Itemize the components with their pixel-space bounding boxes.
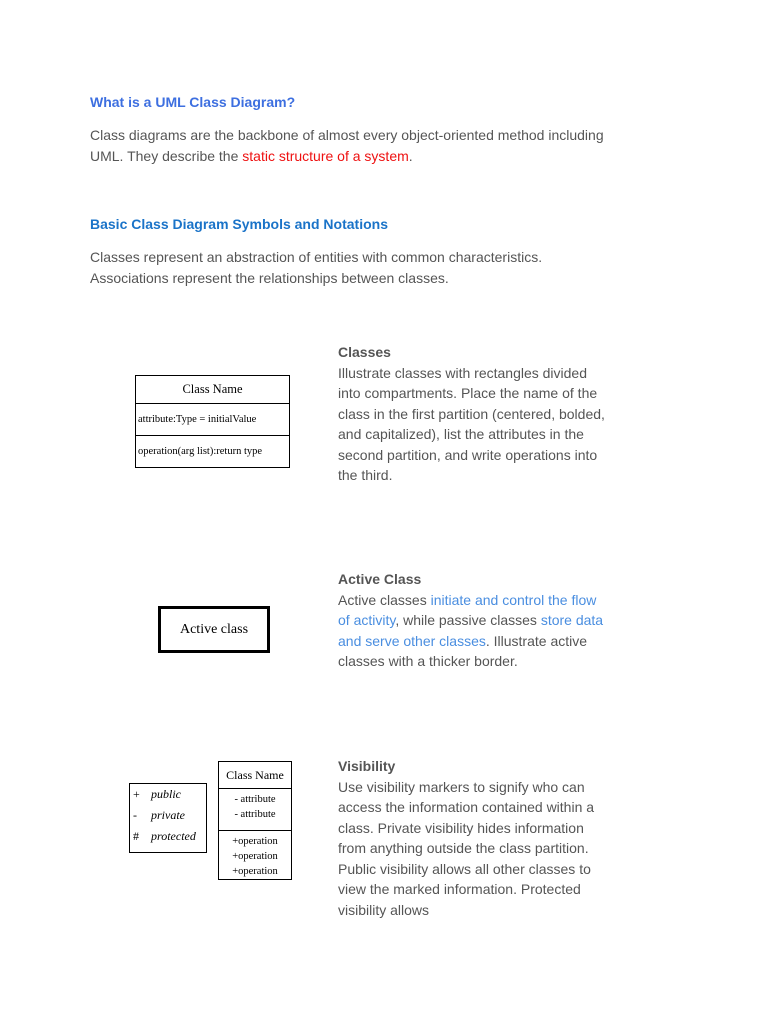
intro-highlight: static structure of a system bbox=[242, 148, 409, 164]
visibility-attribute: - attribute bbox=[234, 809, 276, 820]
legend-word: protected bbox=[151, 829, 196, 843]
heading-what-is-uml: What is a UML Class Diagram? bbox=[90, 94, 296, 110]
legend-symbol: # bbox=[133, 829, 139, 843]
visibility-operations bbox=[219, 831, 291, 879]
intro-paragraph bbox=[90, 125, 610, 167]
active-text-1: Active classes bbox=[338, 591, 431, 608]
legend-word: private bbox=[151, 808, 185, 822]
active-class-section bbox=[338, 569, 608, 672]
visibility-operation: +operation bbox=[232, 836, 278, 847]
legend-row-protected bbox=[130, 826, 206, 847]
heading-basic-symbols: Basic Class Diagram Symbols and Notations bbox=[90, 216, 388, 232]
classes-text: Illustrate classes with rectangles divided into compartments. Place the name of the class in the first partition (centered, bolded, and capitalized), list the attributes in the second partition, and write operations into the third. bbox=[338, 364, 605, 483]
visibility-text: Use visibility markers to signify who can access the information contained within a class. Private visibility hides information from anything outside the class partition. Public visibility allows all other classes to view the marked information. Protected visibility allows bbox=[338, 778, 595, 918]
basics-paragraph: Classes represent an abstraction of entities with common characteristics. Associations represent the relationships between classes. bbox=[90, 249, 543, 286]
visibility-legend bbox=[129, 783, 207, 853]
active-link-store[interactable]: store data and serve other classes bbox=[338, 612, 604, 649]
visibility-class-diagram bbox=[218, 761, 292, 880]
class-name-compartment: Class Name bbox=[182, 382, 243, 396]
intro-text-end: . bbox=[408, 148, 413, 164]
active-text-2: , while passive classes bbox=[395, 612, 541, 628]
class-diagram bbox=[135, 375, 290, 468]
visibility-attribute: - attribute bbox=[234, 794, 276, 805]
legend-symbol: + bbox=[133, 787, 140, 801]
legend-symbol: - bbox=[133, 808, 137, 822]
intro-text: Class diagrams are the backbone of almost every object-oriented method including UML. They describe the bbox=[90, 127, 604, 164]
active-class-diagram: Active class bbox=[158, 606, 270, 653]
legend-row-public bbox=[130, 784, 206, 805]
visibility-operation: +operation bbox=[232, 866, 278, 877]
class-attribute-compartment: attribute:Type = initialValue bbox=[136, 403, 289, 435]
visibility-section bbox=[338, 756, 608, 920]
visibility-operation: +operation bbox=[232, 851, 278, 862]
visibility-title: Visibility bbox=[338, 758, 396, 774]
active-class-title: Active Class bbox=[338, 571, 422, 587]
visibility-attributes bbox=[219, 789, 291, 831]
active-text-3: . Illustrate active classes with a thicker border. bbox=[338, 632, 588, 669]
active-link-initiate[interactable]: initiate and control the flow of activity bbox=[338, 591, 597, 628]
classes-section bbox=[338, 342, 608, 486]
class-operation-compartment: operation(arg list):return type bbox=[136, 435, 289, 467]
visibility-class-name: Class Name bbox=[219, 762, 291, 789]
legend-word: public bbox=[151, 787, 181, 801]
classes-title: Classes bbox=[338, 344, 391, 360]
legend-row-private bbox=[130, 805, 206, 826]
